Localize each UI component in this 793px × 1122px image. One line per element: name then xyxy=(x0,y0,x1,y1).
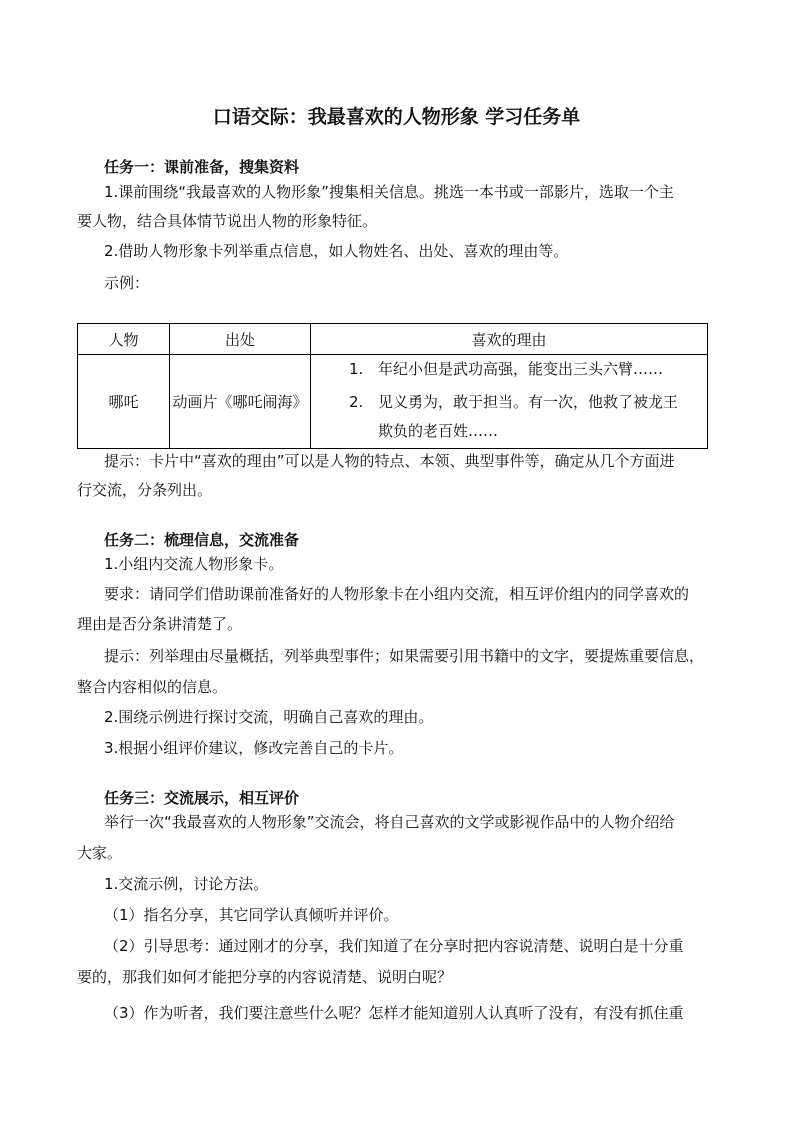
task2-tip-line-2: 整合内容相似的信息。 xyxy=(77,678,228,696)
task1-paragraph-1-line-2: 要人物，结合具体情节说出人物的形象特征。 xyxy=(77,212,378,230)
tip-1-line-1: 提示：卡片中“喜欢的理由”可以是人物的特点、本领、典型事件等，确定从几个方面进 xyxy=(104,452,675,470)
reason-2-number: 2. xyxy=(349,393,364,411)
task3-step-2-line-1: （2）引导思考：通过刚才的分享，我们知道了在分享时把内容说清楚、说明白是十分重 xyxy=(104,937,684,955)
table-row xyxy=(78,355,708,449)
task2-heading: 任务二：梳理信息，交流准备 xyxy=(104,531,300,549)
reason-2-text-line-2: 欺负的老百姓…… xyxy=(378,422,499,440)
column-header-person: 人物 xyxy=(78,324,170,355)
task2-requirement-line-1: 要求：请同学们借助课前准备好的人物形象卡在小组内交流，相互评价组内的同学喜欢的 xyxy=(104,585,690,603)
task3-step-2-line-2: 要的，那我们如何才能把分享的内容说清楚、说明白呢？ xyxy=(77,968,453,986)
table-header-row xyxy=(78,324,708,355)
task3-heading: 任务三：交流展示，相互评价 xyxy=(104,789,300,807)
task2-paragraph-3: 3.根据小组评价建议，修改完善自己的卡片。 xyxy=(104,739,404,757)
cell-reasons xyxy=(311,355,708,449)
task3-intro-line-1: 举行一次“我最喜欢的人物形象”交流会，将自己喜欢的文学或影视作品中的人物介绍给 xyxy=(104,813,675,831)
task1-heading: 任务一：课前准备，搜集资料 xyxy=(104,158,300,176)
column-header-reason: 喜欢的理由 xyxy=(311,324,708,355)
task2-paragraph-2: 2.围绕示例进行探讨交流，明确自己喜欢的理由。 xyxy=(104,708,434,726)
page-title: 口语交际：我最喜欢的人物形象 学习任务单 xyxy=(212,106,581,128)
task2-requirement-line-2: 理由是否分条讲清楚了。 xyxy=(77,615,243,633)
task1-paragraph-2: 2.借助人物形象卡列举重点信息，如人物姓名、出处、喜欢的理由等。 xyxy=(104,242,569,260)
reason-2-text-line-1: 见义勇为，敢于担当。有一次，他救了被龙王 xyxy=(378,393,679,411)
example-label: 示例： xyxy=(104,274,150,292)
task1-paragraph-1-line-1: 1.课前围绕“我最喜欢的人物形象”搜集相关信息。挑选一本书或一部影片，选取一个主 xyxy=(104,183,674,201)
cell-source: 动画片《哪吒闹海》 xyxy=(170,355,311,449)
task3-paragraph-1: 1.交流示例，讨论方法。 xyxy=(104,875,269,893)
task3-step-1: （1）指名分享，其它同学认真倾听并评价。 xyxy=(104,906,399,924)
tip-1-line-2: 行交流，分条列出。 xyxy=(77,481,213,499)
column-header-source: 出处 xyxy=(170,324,311,355)
reason-1-number: 1. xyxy=(349,360,364,378)
task2-tip-line-1: 提示：列举理由尽量概括，列举典型事件；如果需要引用书籍中的文字，要提炼重要信息， xyxy=(104,647,705,665)
task3-step-3-line-1: （3）作为听者，我们要注意些什么呢？怎样才能知道别人认真听了没有，有没有抓住重 xyxy=(104,1004,684,1022)
task2-paragraph-1: 1.小组内交流人物形象卡。 xyxy=(104,555,284,573)
cell-person: 哪吒 xyxy=(78,355,170,449)
reason-1-text: 年纪小但是武功高强，能变出三头六臂…… xyxy=(378,360,664,378)
task3-intro-line-2: 大家。 xyxy=(77,844,123,862)
character-card-table xyxy=(77,323,708,449)
